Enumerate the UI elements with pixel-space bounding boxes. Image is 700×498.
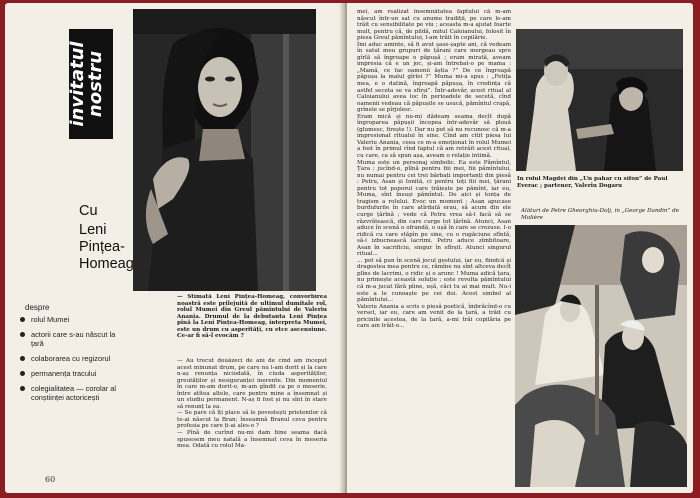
topic-item: colegialitatea — corolar al conștiinței actoricești <box>20 384 120 402</box>
page-number: 60 <box>45 475 56 484</box>
stage-photo-dandin <box>515 225 687 487</box>
topic-item: actorii care s-au născut la țară <box>20 330 120 348</box>
stage-photo-magda <box>516 29 683 171</box>
bullet-icon <box>20 317 25 322</box>
bullet-icon <box>20 386 25 391</box>
portrait-photo <box>133 9 316 291</box>
bullet-icon <box>20 356 25 361</box>
left-page <box>5 3 345 493</box>
topic-item: colaborarea cu regizorul <box>20 354 120 363</box>
caption-dandin: Alături de Petre Gheorghiu-Dolj, în „George Dandin” de Molière <box>521 208 680 221</box>
bullet-icon <box>20 332 25 337</box>
despre-label: despre <box>25 303 50 312</box>
guest-name: Cu Leni Pințea- Homeag <box>79 203 134 272</box>
section-title: invitatul nostru <box>67 41 106 127</box>
interview-column-right: mei, am realizat însemnătatea faptului că m-am născut într-un sat cu anume tradiții, pe care le-am trăit cu sensibilitate pe viu ; aceasta m-a ajutat foarte mult, pentru că, de pildă, mitul Caloianului, folosit în piesa Greul pămîntului, l-am trăit în copilărie. Îmi aduc aminte, să fi avut șase-șapte ani, că vedeam în satul meu grupuri de țărani care mergeau spre gîrlă să îngroape o păpușă ; eram mirată, aveam impresia că e un joc, și-am întrebat-o pe mama : „Mamă, ce fac oamenii ăștia ?” De ce îngroapă păpușa la malul gîrlei ?” Muma mi-a spus : „Fetița mea, e o datină, îngroapă păpușa, în credința că astfel seceta se va sfîrși”. Într-adevăr, acest ritual al Caloianului avea loc în perioadele de secetă, cînd oamenii vedeau că păpușile se usucă, pămîntul crapă, grînele se pîrjolesc. Eram mică și nu-mi dădeam seama decît după îngroparea păpușii începea într-adevăr să plouă (glumesc, firește !). Dar nu pot să nu recunosc că m-a impresionat ritualul în sine. Cînd am citit piesa lui Valeriu Anania, ceea ce m-a emoționat în rolul Mumei a fost în primul rînd faptul că am retrăit acest ritual, cu care, ca să spun așa, aveam o relație intimă. Muma este un personaj simbolic. Ea este Pămîntul, Țara ; jucînd-o, pîlnă pentru fiii mei, fiii pămîntului, nu numai pentru cei trei bărbați importanți din piesă : Petru, Asan și Ionită, ci pentru toți fiii mei, țărani pentru tot poporul care trăiește pe pămînt, iar eu, Muma, sînt însuși pămîntul. De aici și tonța de tragism a rolului. Evoc un moment : Asan apucase burdufurile în care atîrdată erau, să acum din ele curge țărînă ; vede că Petru vrea să-l facă să se răzvrătească, din care curge tot țărînă. Atunci, Asan aduce în scenă o ofrandă, o ușă în care se crezuse. I-o ridică cu care stăpîn pe sine, cu o rugăciune sfîntă, să-i izbucnească lacrimi. Petru aduce zîmbitoare, Asan în sacrificiu, singur în sfîrșit. Atunci singurul ritual... ... pot să pun în scenă jocul gestului, iar eu, fiindcă și dragostea mea pentru ce, rămîne nu sînt altceva decît plîns de lacrimi, o ridic și o arunc ! Muma adică țara, nu primește această soluție ; este revolta pămîntului că m-a jucat fără pîine, ușă, căci tu ai mai mult. Nu-i este a le cunoaște pe cei doi. Acest simbol al pămîntului... Valeriu Anania a scris o piesă poetică, îmbrăcînd-o cu verset, iar eu, care am venit de la țară, a trăit cu pricinile acestea, de la țară, a-mi trăi copilăria pe care am trăit-o... <box>357 9 511 330</box>
binding-corner <box>671 471 693 493</box>
right-page <box>347 3 693 493</box>
topic-item: rolul Mumei <box>20 315 120 324</box>
bullet-icon <box>20 371 25 376</box>
binding-corner <box>671 3 693 25</box>
caption-magda: În rolul Magdei din „Un pahar cu sifon” de Paul Everac ; partener, Valeriu Dogaru <box>517 176 668 189</box>
interview-column: — Au trecut douăzeci de ani de cînd am început acest minunat drum, pe care nu l-am dorit și la care n-aș renunța niciodată, în ciuda asperităților, greutăților și nesiguranței inerente. Din momentul în care m-am dorit-o, m-am gîndit ca pe o meserie, între atîtea altele, care pentru mine a însemnat și un studiu permanent. N-aș fi fost și nu sînt în stare să renunț la ea. — Se pare că îți place să le povestești prietenilor că te-ai născut la Bran; înseamnă Branul ceva pentru profesia pe care ți-ai ales-o ? — Pînă de curînd nu-mi dam bine seama dacă spusesem meu natală a însemnat ceva în meseria mea. Odată cu rolul Ma- <box>177 358 327 450</box>
section-title-block <box>69 29 113 139</box>
intro-paragraph: — Stimată Leni Pințea-Homeag, convorbirea noastră este prilejuită de ultimul dumitale rol, rolul Mumei din Greul pămîntului de Valeriu Anania. Drumul de la debutanta Leni Pințea pînă la Leni Pințea-Homeag, interpreta Mumei, este un drum cu asperități, cu etce ascensiune. Ce-ar fi să-l evocăm ? <box>177 294 327 340</box>
topics-list <box>20 315 120 408</box>
topic-item: permanența tracului <box>20 369 120 378</box>
